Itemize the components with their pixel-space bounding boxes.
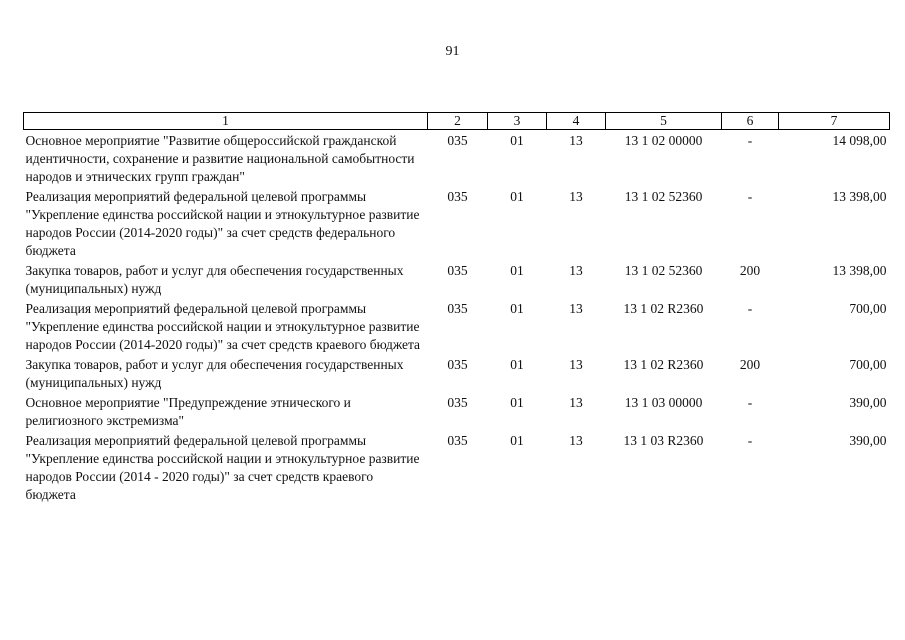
expense-type-code: - <box>747 395 753 410</box>
section-code: 01 <box>510 133 524 148</box>
column-header: 3 <box>488 113 547 130</box>
section-code: 01 <box>510 357 524 372</box>
amount: 700,00 <box>849 301 887 316</box>
item-description: Основное мероприятие "Развитие общероссийской гражданской идентичности, сохранение и развитие национальной самобытности народов и этнических групп граждан" <box>25 133 415 184</box>
amount: 14 098,00 <box>832 133 887 148</box>
section-code: 01 <box>510 263 524 278</box>
target-article-code: 13 1 02 R2360 <box>623 357 704 372</box>
expense-type-code: 200 <box>739 357 761 372</box>
column-header: 6 <box>722 113 779 130</box>
header-row <box>24 113 890 130</box>
item-description: Закупка товаров, работ и услуг для обеспечения государственных (муниципальных) нужд <box>25 263 404 296</box>
column-header: 7 <box>779 113 890 130</box>
section-code: 01 <box>510 433 524 448</box>
subsection-code: 13 <box>569 395 583 410</box>
ministry-code: 035 <box>447 433 468 448</box>
target-article-code: 13 1 02 R2360 <box>623 301 704 316</box>
subsection-code: 13 <box>569 133 583 148</box>
page-number: 91 <box>445 44 460 59</box>
item-description: Реализация мероприятий федеральной целевой программы "Укрепление единства российской нации и этнокультурное развитие народов России (2014-2020 годы)" за счет средств краевого бюджета <box>25 301 421 352</box>
subsection-code: 13 <box>569 263 583 278</box>
expense-type-code: - <box>747 189 753 204</box>
expense-type-code: - <box>747 433 753 448</box>
item-description: Реализация мероприятий федеральной целевой программы "Укрепление единства российской нации и этнокультурное развитие народов России (2014 - 2020 годы)" за счет средств краевого бюджета <box>25 433 420 502</box>
ministry-code: 035 <box>447 189 468 204</box>
subsection-code: 13 <box>569 433 583 448</box>
column-header: 4 <box>547 113 606 130</box>
item-description: Реализация мероприятий федеральной целевой программы "Укрепление единства российской нации и этнокультурное развитие народов России (2014-2020 годы)" за счет средств федерального бюджета <box>25 189 420 258</box>
ministry-code: 035 <box>447 133 468 148</box>
expense-type-code: - <box>747 133 753 148</box>
target-article-code: 13 1 03 00000 <box>624 395 703 410</box>
expense-type-code: 200 <box>739 263 761 278</box>
ministry-code: 035 <box>447 357 468 372</box>
table-row <box>24 356 890 394</box>
amount: 13 398,00 <box>832 189 887 204</box>
amount: 13 398,00 <box>832 263 887 278</box>
amount: 700,00 <box>849 357 887 372</box>
table-row <box>24 432 890 506</box>
ministry-code: 035 <box>447 301 468 316</box>
item-description: Закупка товаров, работ и услуг для обеспечения государственных (муниципальных) нужд <box>25 357 404 390</box>
target-article-code: 13 1 02 52360 <box>624 189 703 204</box>
target-article-code: 13 1 02 52360 <box>624 263 703 278</box>
section-code: 01 <box>510 301 524 316</box>
table-row <box>24 188 890 262</box>
table-row <box>24 262 890 300</box>
subsection-code: 13 <box>569 301 583 316</box>
column-header: 2 <box>428 113 488 130</box>
amount: 390,00 <box>849 395 887 410</box>
table-row <box>24 130 890 189</box>
target-article-code: 13 1 03 R2360 <box>623 433 704 448</box>
subsection-code: 13 <box>569 189 583 204</box>
column-header: 1 <box>24 113 428 130</box>
budget-table <box>23 112 890 506</box>
ministry-code: 035 <box>447 263 468 278</box>
target-article-code: 13 1 02 00000 <box>624 133 703 148</box>
table-row <box>24 394 890 432</box>
amount: 390,00 <box>849 433 887 448</box>
item-description: Основное мероприятие "Предупреждение этнического и религиозного экстремизма" <box>25 395 351 428</box>
ministry-code: 035 <box>447 395 468 410</box>
table-row <box>24 300 890 356</box>
section-code: 01 <box>510 189 524 204</box>
expense-type-code: - <box>747 301 753 316</box>
column-header: 5 <box>606 113 722 130</box>
section-code: 01 <box>510 395 524 410</box>
subsection-code: 13 <box>569 357 583 372</box>
